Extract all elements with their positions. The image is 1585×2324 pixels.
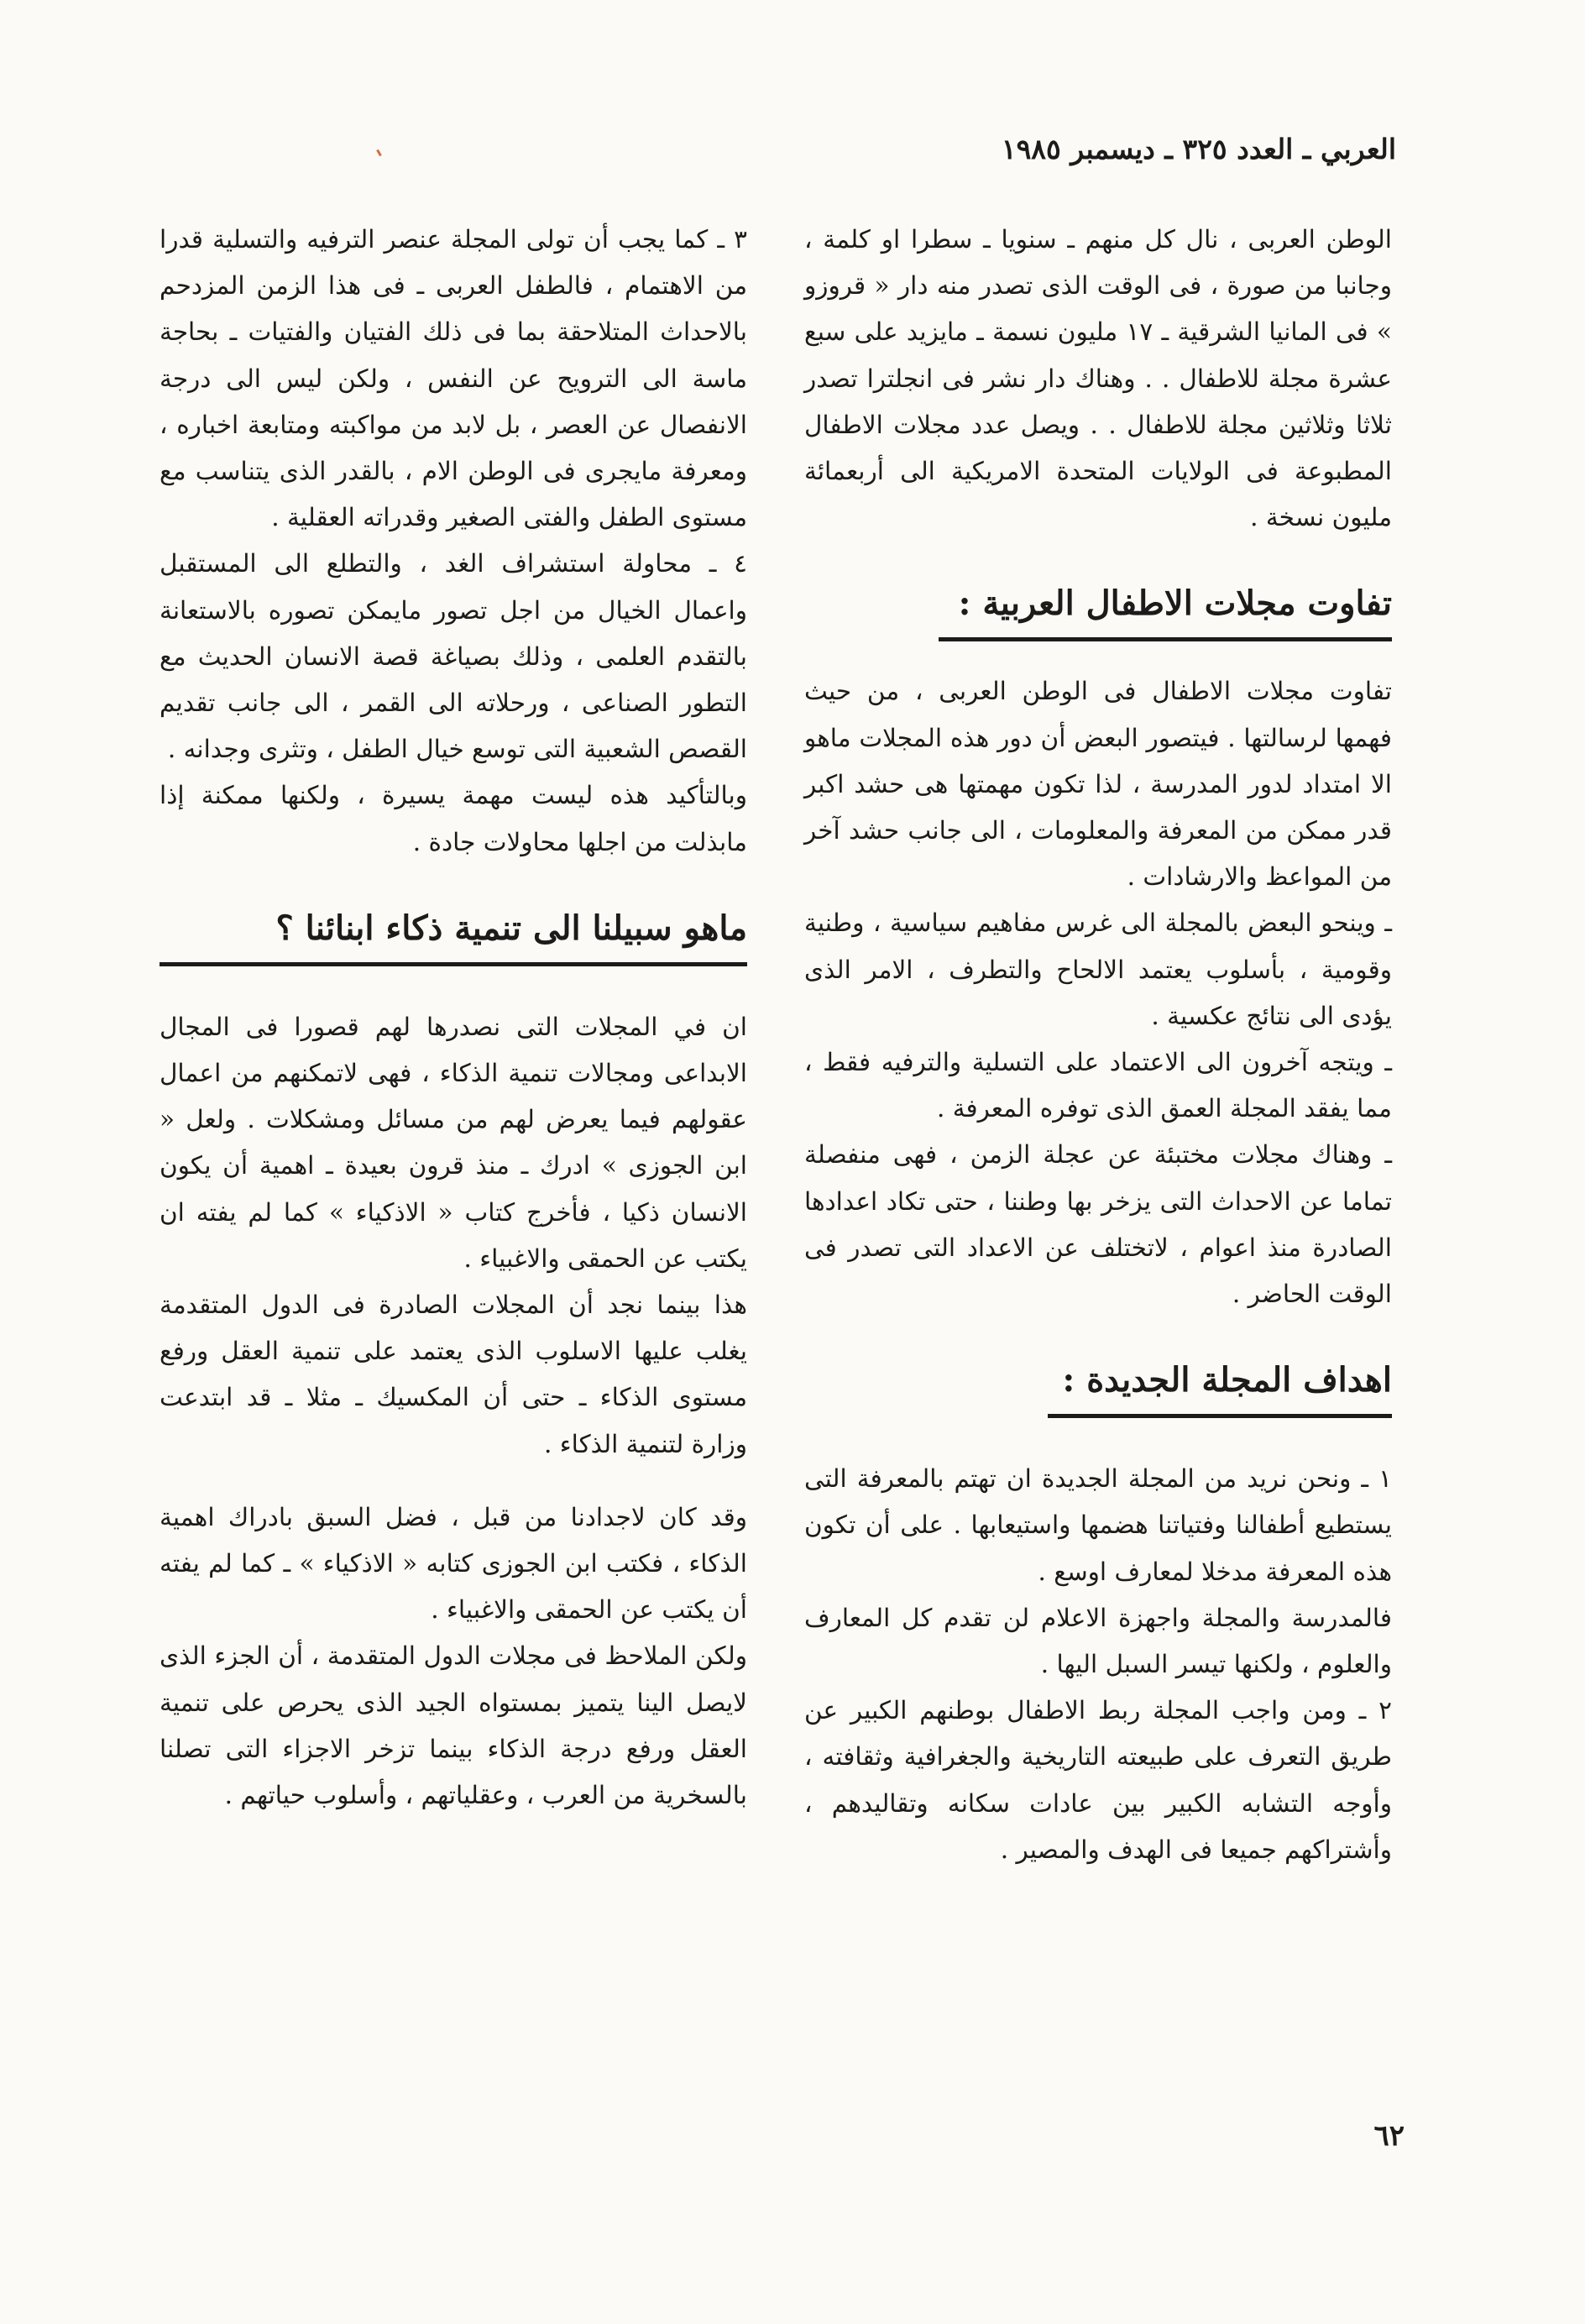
body-paragraph: ولكن الملاحظ فى مجلات الدول المتقدمة ، أن الجزء الذى لايصل الينا يتميز بمستواه الجيد الذى يحرص على تنمية العقل ورفع درجة الذكاء بينما تزخر الاجزاء التى تصلنا بالسخرية من العرب ، وعقلياتهم ، وأسلوب حياتهم .: [160, 1641, 747, 1810]
body-paragraph: وقد كان لاجدادنا من قبل ، فضل السبق بادراك اهمية الذكاء ، فكتب ابن الجوزى كتابه « الاذكياء » ـ كما لم يفته أن يكتب عن الحمقى والاغبياء .: [160, 1502, 747, 1625]
body-paragraph: ـ ويتجه آخرون الى الاعتماد على التسلية والترفيه فقط ، مما يفقد المجلة العمق الذى توفره المعرفة .: [804, 1048, 1392, 1123]
intro-paragraph: الوطن العربى ، نال كل منهم ـ سنويا ـ سطرا او كلمة ، وجانبا من صورة ، فى الوقت الذى تصدر منه دار « قروزو » فى المانيا الشرقية ـ ١٧ مليون نسمة ـ مايزيد على سبع عشرة مجلة للاطفال . . وهناك دار نشر فى انجلترا تصدر ثلاثا وثلاثين مجلة للاطفال . . ويصل عدد مجلات الاطفال المطبوعة فى الولايات المتحدة الامريكية الى أربعمائة مليون نسخة .: [804, 225, 1392, 532]
body-paragraph: هذا بينما نجد أن المجلات الصادرة فى الدول المتقدمة يغلب عليها الاسلوب الذى يعتمد على تنمية العقل ورفع مستوى الذكاء ـ حتى أن المكسيك ـ مثلا ـ قد ابتدعت وزارة لتنمية الذكاء .: [160, 1290, 747, 1458]
body-paragraph: ٣ ـ كما يجب أن تولى المجلة عنصر الترفيه والتسلية قدرا من الاهتمام ، فالطفل العربى ـ فى هذا الزمن المزدحم بالاحداث المتلاحقة بما فى ذلك الفتيان والفتيات ـ بحاجة ماسة الى الترويح عن النفس ، ولكن ليس الى درجة الانفصال عن العصر ، بل لابد من مواكبته ومتابعة اخباره ، ومعرفة مايجرى فى الوطن الام ، بالقدر الذى يتناسب مع مستوى الطفل والفتى الصغير وقدراته العقلية .: [160, 225, 747, 532]
body-paragraph: وبالتأكيد هذه ليست مهمة يسيرة ، ولكنها ممكنة إذا مابذلت من اجلها محاولات جادة .: [160, 781, 747, 856]
running-header: العربي ـ العدد ٣٢٥ ـ ديسمبر ١٩٨٥: [1001, 133, 1396, 165]
section-heading-block: [804, 578, 1392, 641]
body-paragraph: ان في المجلات التى نصدرها لهم قصورا فى المجال الابداعى ومجالات تنمية الذكاء ، فهى لاتمكنهم من اعمال عقولهم فيما يعرض لهم من مسائل ومشكلات . ولعل « ابن الجوزى » ادرك ـ منذ قرون بعيدة ـ اهمية أن يكون الانسان ذكيا ، فأخرج كتاب « الاذكياء » كما لم يفته ان يكتب عن الحمقى والاغبياء .: [160, 1012, 747, 1273]
body-paragraph: ٢ ـ ومن واجب المجلة ربط الاطفال بوطنهم الكبير عن طريق التعرف على طبيعته التاريخية والجغرافية وثقافته ، وأوجه التشابه الكبير بين عادات سكانه وتقاليدهم ، وأشتراكهم جميعا فى الهدف والمصير .: [804, 1696, 1392, 1864]
section-heading: تفاوت مجلات الاطفال العربية :: [958, 584, 1392, 624]
body-paragraph: ـ وينحو البعض بالمجلة الى غرس مفاهيم سياسية ، وطنية وقومية ، بأسلوب يعتمد الالحاح والتطرف ، الامر الذى يؤدى الى نتائج عكسية .: [804, 908, 1392, 1030]
section-heading-block: [160, 903, 747, 966]
body-paragraph: ـ وهناك مجلات مختبئة عن عجلة الزمن ، فهى منفصلة تماما عن الاحداث التى يزخر بها وطننا ، حتى تكاد اعدادها الصادرة منذ اعوام ، لاتختلف عن الاعداد التى تصدر فى الوقت الحاضر .: [804, 1140, 1392, 1309]
right-column: [804, 217, 1392, 1873]
left-column: [160, 217, 747, 1819]
body-paragraph: تفاوت مجلات الاطفال فى الوطن العربى ، من حيث فهمها لرسالتها . فيتصور البعض أن دور هذه المجلات ماهو الا امتداد لدور المدرسة ، لذا تكون مهمتها هى حشد اكبر قدر ممكن من المعرفة والمعلومات ، الى جانب حشد آخر من المواعظ والارشادات .: [804, 677, 1392, 892]
body-paragraph: ٤ ـ محاولة استشراف الغد ، والتطلع الى المستقبل واعمال الخيال من اجل تصور مايمكن تصوره بالاستعانة بالتقدم العلمى ، وذلك بصياغة قصة الانسان الحديث مع التطور الصناعى ، ورحلاته الى القمر ، الى جانب تقديم القصص الشعبية التى توسع خيال الطفل ، وتثرى وجدانه .: [160, 549, 747, 764]
body-paragraph: ١ ـ ونحن نريد من المجلة الجديدة ان تهتم بالمعرفة التى يستطيع أطفالنا وفتياتنا هضمها واستيعابها . على أن تكون هذه المعرفة مدخلا لمعارف اوسع .: [804, 1464, 1392, 1586]
page-number: ٦٢: [1373, 2119, 1405, 2153]
section-heading-block: [804, 1355, 1392, 1418]
section-heading: اهداف المجلة الجديدة :: [1062, 1360, 1392, 1400]
ink-mark: [376, 149, 382, 156]
body-paragraph: فالمدرسة والمجلة واجهزة الاعلام لن تقدم كل المعارف والعلوم ، ولكنها تيسر السبل اليها .: [804, 1603, 1392, 1679]
section-heading: ماهو سبيلنا الى تنمية ذكاء ابنائنا ؟: [275, 908, 747, 948]
